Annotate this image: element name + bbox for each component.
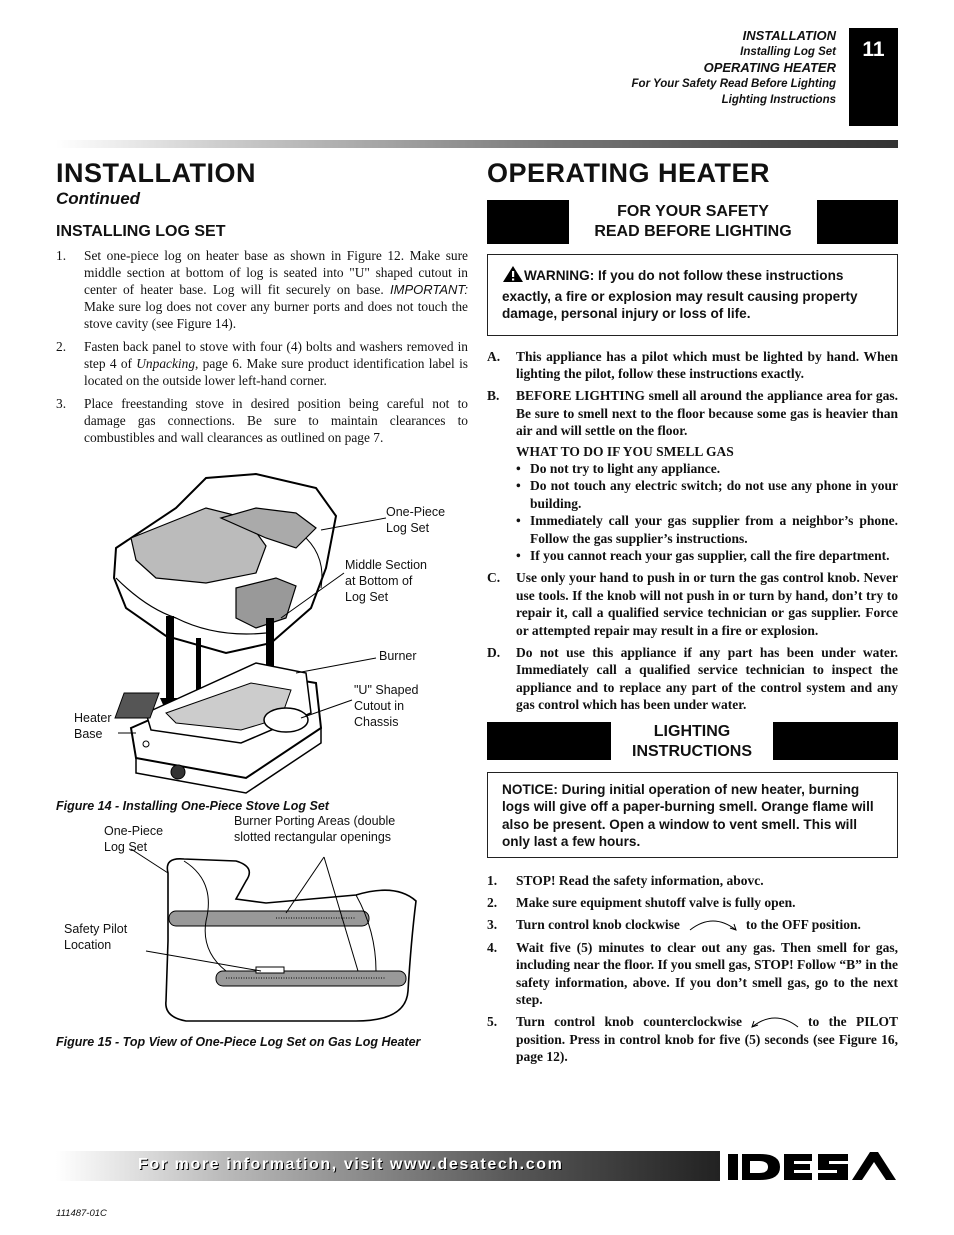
lighting-band-text: LIGHTING INSTRUCTIONS: [632, 722, 752, 760]
figure-15: [56, 814, 468, 1029]
lighting-step: 1. STOP! Read the safety information, abovc.: [487, 872, 764, 888]
header-nav-line: Lighting Instructions: [721, 94, 836, 106]
counterclockwise-arrow-icon: [748, 1013, 802, 1029]
smell-gas-bullet: • Immediately call your gas supplier from a neighbor’s phone. Follow the gas supplier’s instructions.: [516, 513, 898, 546]
document-number: 111487-01C: [56, 1208, 107, 1219]
installation-step: 3. Place freestanding stove in desired position being careful not to damage gas connections. Be sure to maintain clearances to combustibles and wall clearances as outlined on page 7.: [56, 396, 468, 445]
lighting-steps: [487, 872, 898, 1066]
continued-label: Continued: [56, 189, 141, 208]
installation-step: 2. Fasten back panel to stove with four (4) bolts and washers removed in step 4 of Unpacking, page 6. Make sure product identification label is located on the outside lower left-hand corner.: [56, 339, 468, 388]
notice-box: NOTICE: During initial operation of new heater, burning logs will give off a paper-burning smell. Orange flame will also be present. Open a window to vent smell. This will only last a few hours.: [487, 772, 898, 858]
figure-15-caption: Figure 15 - Top View of One-Piece Log Set on Gas Log Heater: [56, 1035, 421, 1049]
desa-logo: [726, 1148, 898, 1184]
header-rule: [56, 140, 898, 148]
figure-14: [56, 468, 468, 803]
warning-prefix: WARNING:: [524, 268, 595, 283]
left-column: [56, 158, 468, 1049]
lighting-step: 5. Turn control knob counterclockwise to the PILOT position. Press in control knob for five (5) seconds (see Figure 16, page 12).: [487, 1014, 898, 1065]
smell-gas-bullet: • Do not touch any electric switch; do not use any phone in your building.: [516, 478, 898, 511]
safety-band: [487, 200, 898, 244]
operating-heater-title: OPERATING HEATER: [487, 158, 771, 188]
svg-text:DESA: DESA: [812, 1182, 815, 1183]
warning-triangle-icon: [502, 265, 524, 288]
fig15-label-safety-pilot: Safety Pilot Location: [64, 922, 128, 952]
smell-gas-bullet: • If you cannot reach your gas supplier, call the fire department.: [516, 547, 890, 563]
fig14-label-burner: Burner: [379, 649, 417, 663]
lighting-step: 3. Turn control knob clockwise to the OFF position.: [487, 917, 861, 933]
clockwise-arrow-icon: [686, 916, 740, 932]
header-nav-line: Installing Log Set: [740, 46, 836, 58]
header-nav-line: INSTALLATION: [742, 28, 836, 43]
smell-gas-bullet: • Do not try to light any appliance.: [516, 460, 721, 476]
installation-title: INSTALLATION: [56, 158, 256, 188]
smell-gas-heading: WHAT TO DO IF YOU SMELL GAS: [516, 443, 734, 459]
installing-log-set-heading: INSTALLING LOG SET: [56, 223, 226, 240]
fig14-label-heater-base: Heater Base: [74, 711, 112, 741]
safety-item: D. Do not use this appliance if any part has been under water. Immediately call a qualified service technician to inspect the appliance and to replace any part of the control system and any gas control which has been under water.: [487, 645, 898, 713]
warning-box: [487, 254, 898, 336]
lighting-step: 2. Make sure equipment shutoff valve is fully open.: [487, 895, 796, 911]
fig15-label-log-set: One-Piece Log Set: [104, 824, 164, 854]
header-nav: [632, 28, 836, 108]
footer-website-text[interactable]: For more information, visit www.desatech.com: [138, 1156, 564, 1173]
figure-14-caption: Figure 14 - Installing One-Piece Stove Log Set: [56, 799, 329, 813]
installation-step: 1. Set one-piece log on heater base as shown in Figure 12. Make sure middle section at bottom of log is seated into "U" shaped cutout in center of heater base. Log will fit securely on base. IMPORTANT: Make sure log does not cover any burner ports and does not touch the stove cavity (see Figure 14).: [56, 248, 468, 331]
safety-list: [487, 348, 898, 714]
fig14-label-log-set: One-Piece Log Set: [386, 505, 446, 535]
installation-steps: [56, 247, 468, 446]
fig14-label-u-shaped: "U" Shaped Cutout in Chassis: [354, 683, 419, 729]
lighting-band: [487, 722, 898, 760]
header-nav-line: OPERATING HEATER: [703, 60, 836, 75]
fig14-label-middle-section: Middle Section at Bottom of Log Set: [345, 558, 427, 604]
right-column: [487, 158, 898, 1071]
lighting-step: 4. Wait five (5) minutes to clear out any gas. Then smell for gas, including near the floor. If you smell gas, STOP! Follow “B” in the safety information, above. If you don’t smell gas, go to the next step.: [487, 939, 898, 1008]
safety-item: A. This appliance has a pilot which must be lighted by hand. When lighting the pilot, follow these instructions exactly.: [487, 348, 898, 381]
safety-item: C. Use only your hand to push in or turn the gas control knob. Never use tools. If the knob will not push in or turn by hand, don’t try to repair it, call a qualified service technician or gas supplier. Force or attempted repair may result in a fire or explosion.: [487, 570, 898, 638]
safety-item: B. BEFORE LIGHTING smell all around the appliance area for gas. Be sure to smell next to the floor because some gas is heavier than air and will settle on the floor.: [487, 388, 898, 439]
warning-text: If you do not follow these instructions exactly, a fire or explosion may result causing property damage, personal injury or loss of life.: [502, 268, 858, 321]
header-nav-line: For Your Safety Read Before Lighting: [631, 78, 836, 90]
page-number: 11: [849, 28, 898, 126]
safety-band-text: FOR YOUR SAFETY READ BEFORE LIGHTING: [594, 203, 792, 240]
fig15-label-burner-porting: Burner Porting Areas (double slotted rectangular openings: [234, 814, 396, 844]
